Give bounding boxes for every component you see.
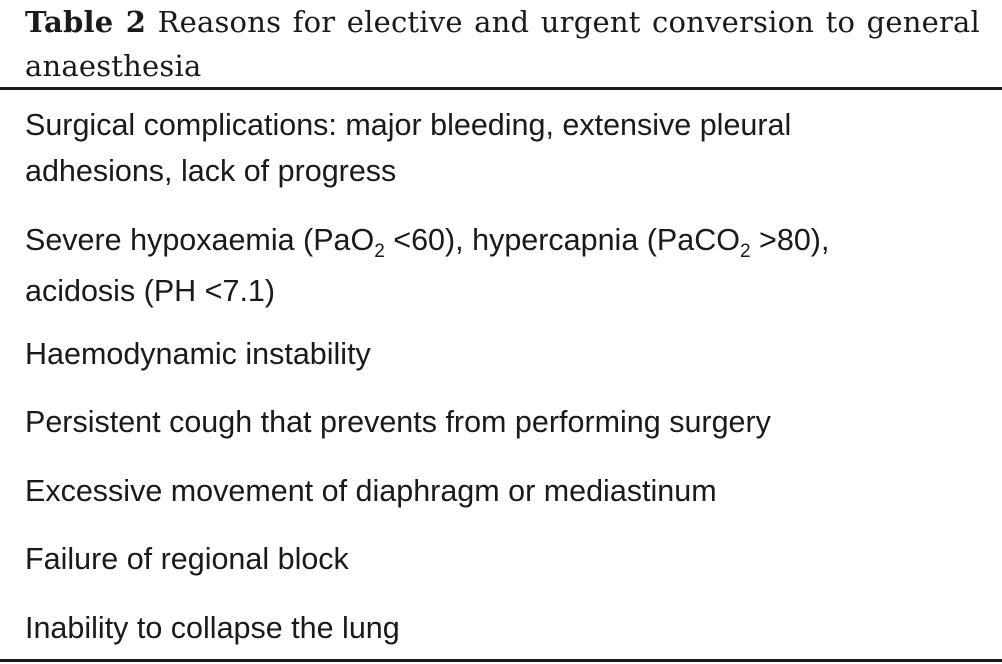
- row-text-line: acidosis (PH <7.1): [25, 274, 276, 308]
- table-caption: [25, 0, 980, 88]
- table-row: Excessive movement of diaphragm or mediastinum: [25, 474, 717, 508]
- row-text-segment: <60), hypercapnia (PaCO: [384, 223, 740, 257]
- table-bottom-rule: [0, 659, 1002, 662]
- row-text-segment: Severe hypoxaemia (PaO: [25, 223, 375, 257]
- table-row: Failure of regional block: [25, 542, 349, 576]
- table-label: Table 2: [25, 5, 147, 39]
- row-text-segment: >80),: [750, 223, 830, 257]
- row-text-line: [25, 217, 985, 268]
- row-text-line: Surgical complications: major bleeding, extensive pleural: [25, 108, 792, 142]
- table-title: Reasons for elective and urgent conversion to general anaesthesia: [25, 5, 980, 83]
- table-row: Persistent cough that prevents from performing surgery: [25, 405, 771, 439]
- table-top-rule: [0, 87, 1002, 90]
- table-row: Haemodynamic instability: [25, 337, 371, 371]
- table-row: Inability to collapse the lung: [25, 611, 400, 645]
- subscript: 2: [740, 241, 751, 262]
- table-row: [25, 217, 985, 314]
- row-text-line: adhesions, lack of progress: [25, 154, 397, 188]
- table-row: [25, 102, 985, 194]
- subscript: 2: [374, 241, 385, 262]
